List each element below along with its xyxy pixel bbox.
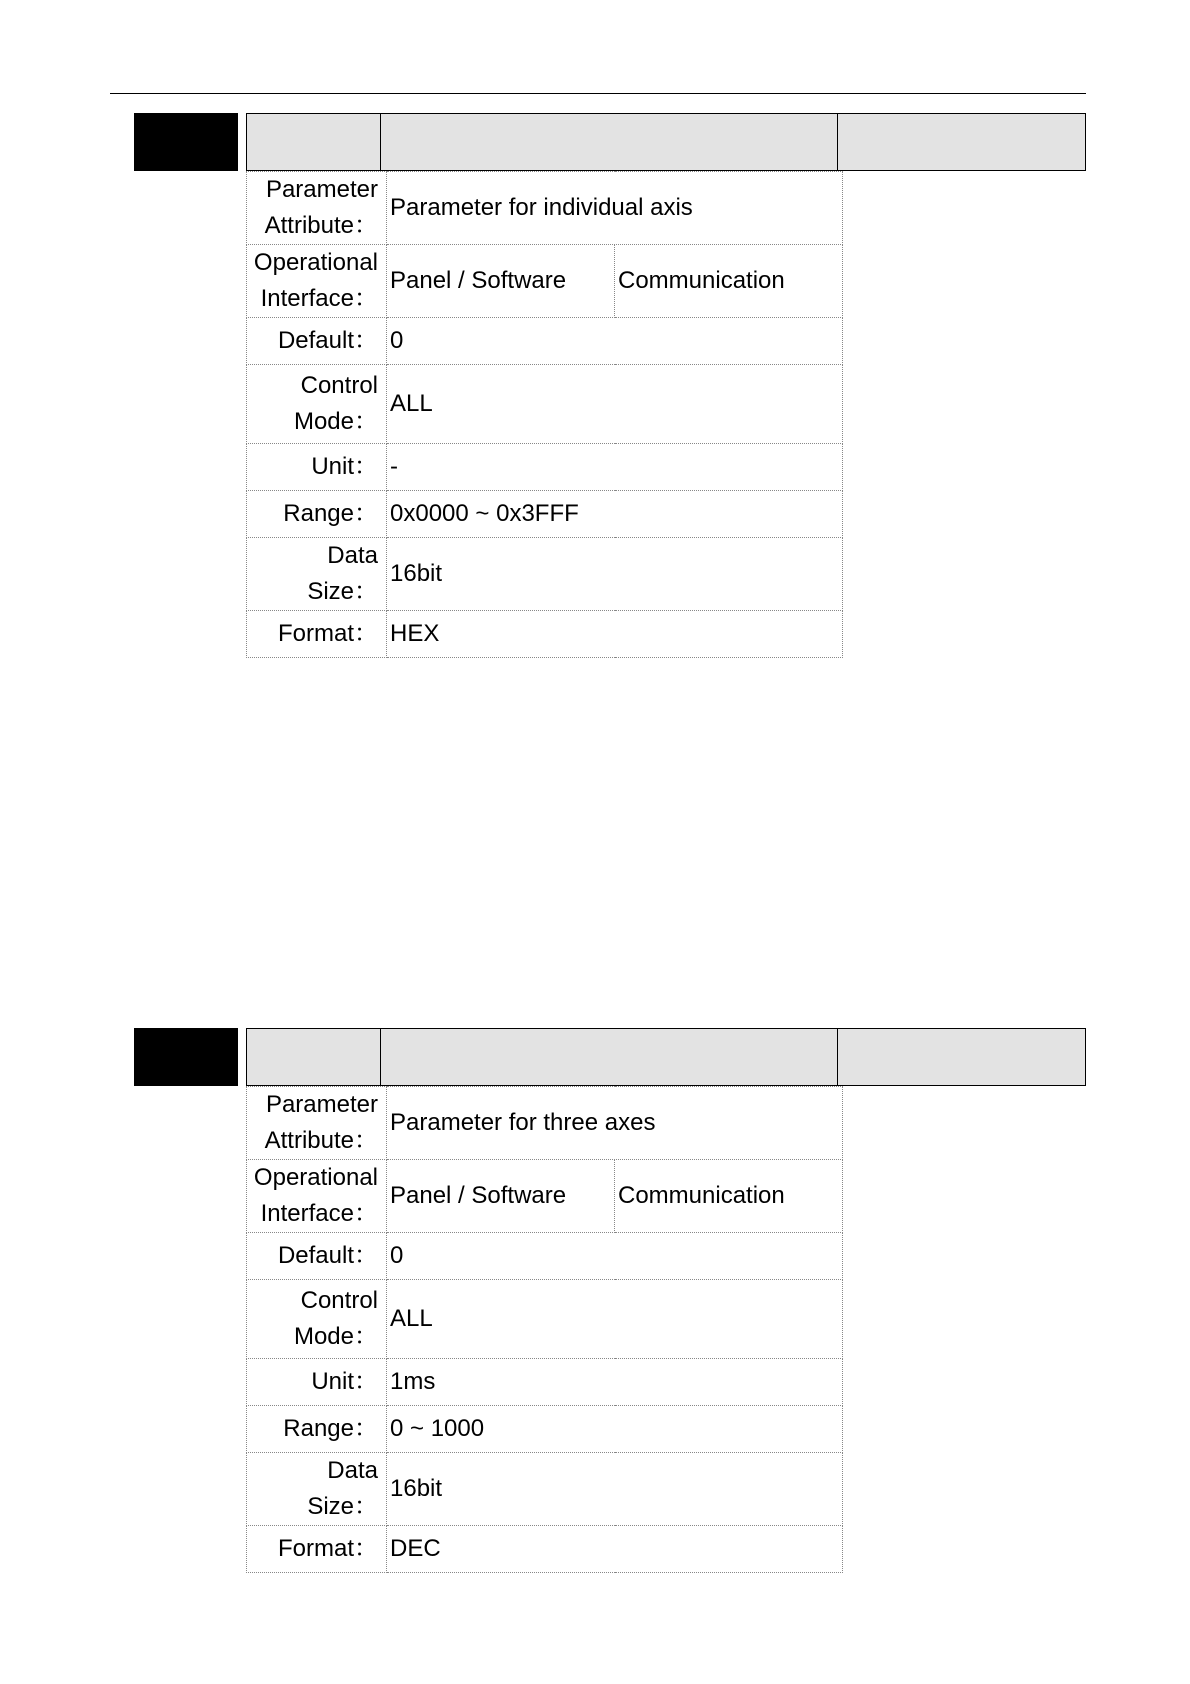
row-default	[247, 1233, 843, 1280]
header-cell-1	[246, 1028, 381, 1086]
interface-panel: Panel / Software	[387, 245, 615, 318]
default-label: Default：	[247, 1233, 387, 1280]
header-cell-3	[837, 1028, 1086, 1086]
unit-label: Unit：	[247, 1359, 387, 1406]
control-label: Control Mode：	[247, 1280, 387, 1359]
interface-label: Operational Interface：	[247, 245, 387, 318]
parameter-table	[246, 1086, 843, 1573]
attribute-label: Parameter Attribute：	[247, 1087, 387, 1160]
interface-label: Operational Interface：	[247, 1160, 387, 1233]
control-value: ALL	[387, 365, 843, 444]
row-interface	[247, 1160, 843, 1233]
size-value: 16bit	[387, 1453, 843, 1526]
header-cell-2	[380, 1028, 838, 1086]
parameter-table	[246, 171, 843, 658]
parameter-header	[134, 1028, 1086, 1086]
header-cell-1	[246, 113, 381, 171]
attribute-label: Parameter Attribute：	[247, 172, 387, 245]
row-data-size	[247, 538, 843, 611]
row-default	[247, 318, 843, 365]
row-control-mode	[247, 365, 843, 444]
unit-label: Unit：	[247, 444, 387, 491]
interface-comm: Communication	[615, 1160, 843, 1233]
header-cell-2	[380, 113, 838, 171]
parameter-header	[134, 113, 1086, 171]
default-value: 0	[387, 318, 843, 365]
format-value: DEC	[387, 1526, 843, 1573]
header-rule	[110, 93, 1086, 94]
size-label: Data Size：	[247, 1453, 387, 1526]
range-label: Range：	[247, 491, 387, 538]
row-interface	[247, 245, 843, 318]
format-value: HEX	[387, 611, 843, 658]
unit-value: -	[387, 444, 843, 491]
row-attribute	[247, 1087, 843, 1160]
format-label: Format：	[247, 611, 387, 658]
parameter-id-box	[134, 113, 238, 171]
unit-value: 1ms	[387, 1359, 843, 1406]
interface-comm: Communication	[615, 245, 843, 318]
range-label: Range：	[247, 1406, 387, 1453]
row-control-mode	[247, 1280, 843, 1359]
row-data-size	[247, 1453, 843, 1526]
control-label: Control Mode：	[247, 365, 387, 444]
attribute-value: Parameter for three axes	[387, 1087, 843, 1160]
control-value: ALL	[387, 1280, 843, 1359]
row-format	[247, 611, 843, 658]
default-label: Default：	[247, 318, 387, 365]
row-unit	[247, 1359, 843, 1406]
size-label: Data Size：	[247, 538, 387, 611]
header-cell-3	[837, 113, 1086, 171]
row-attribute	[247, 172, 843, 245]
row-format	[247, 1526, 843, 1573]
format-label: Format：	[247, 1526, 387, 1573]
row-range	[247, 491, 843, 538]
default-value: 0	[387, 1233, 843, 1280]
range-value: 0 ~ 1000	[387, 1406, 843, 1453]
attribute-value: Parameter for individual axis	[387, 172, 843, 245]
row-range	[247, 1406, 843, 1453]
parameter-id-box	[134, 1028, 238, 1086]
row-unit	[247, 444, 843, 491]
parameter-block-1	[134, 113, 1086, 647]
size-value: 16bit	[387, 538, 843, 611]
interface-panel: Panel / Software	[387, 1160, 615, 1233]
range-value: 0x0000 ~ 0x3FFF	[387, 491, 843, 538]
parameter-block-2	[134, 1028, 1086, 1562]
